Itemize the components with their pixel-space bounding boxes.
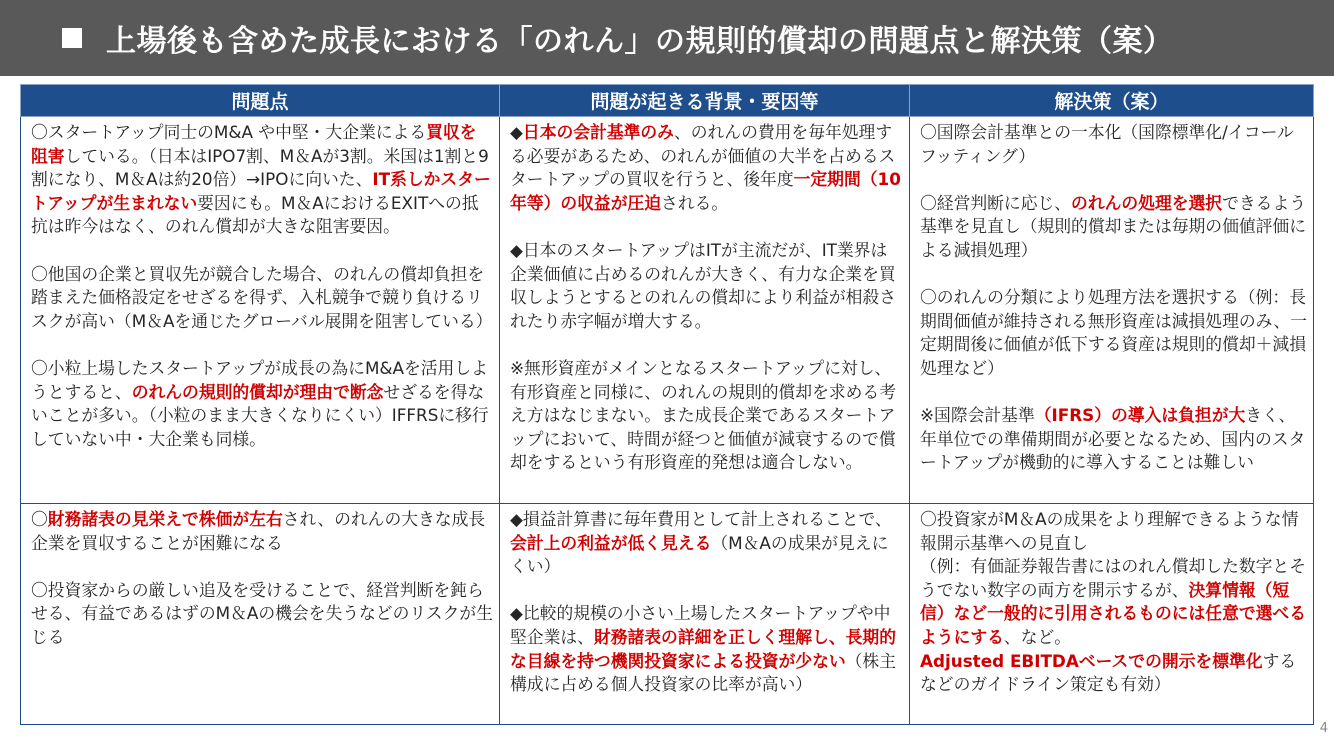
highlighted-text: 財務諸表の見栄えで株価が左右 (47, 509, 283, 529)
column-header-problems: 問題点 (21, 85, 500, 117)
page-number: 4 (1319, 721, 1328, 736)
cell-problems (21, 117, 500, 504)
cell-solutions (910, 504, 1314, 725)
text-segment: （M＆Aの成果が見えにくい） (510, 532, 889, 577)
highlighted-text: 決算情報（短信）など一般的に引用されるものには任意で選べるようにする (920, 579, 1306, 647)
text-segment: 、のれんの費用を毎年処理する必要があるため、のれんが価値の大半を占めるスタートアップの買収を行うと、後年度 (510, 122, 896, 190)
text-segment: され、のれんの大きな成長企業を買収することが困難になる (31, 509, 486, 553)
text-segment: 〇他国の企業と買収先が競合した場合、のれんの償却負担を踏まえた価格設定をせざるを得ず、入札競争で競り負けるリスクが高い（M＆Aを通じたグローバル展開を阻害している） (31, 263, 493, 331)
issues-table (20, 84, 1314, 725)
highlighted-text: Adjusted EBITDAベースでの開示を標準化 (920, 650, 1263, 671)
cell-solutions (910, 117, 1314, 504)
page-title: 上場後も含めた成長における「のれん」の規則的償却の問題点と解決策（案） (106, 24, 1174, 59)
text-segment: される。 (661, 192, 729, 213)
text-segment: 〇スタートアップ同士のM&A や中堅・大企業による (31, 122, 427, 142)
text-segment: 〇国際会計基準との一本化（国際標準化/イコールフッティング） (920, 122, 1294, 166)
paragraph (31, 263, 493, 334)
highlighted-text: 日本の会計基準のみ (522, 122, 674, 142)
table-row (21, 117, 1314, 504)
text-segment: するなどのガイドライン策定も有効） (920, 650, 1297, 695)
text-segment: 〇投資家からの厳しい追及を受けることで、経営判断を鈍らせる、有益であるはずのM＆Aの機会を失うなどのリスクが生じる (31, 579, 493, 647)
paragraph (920, 286, 1307, 380)
text-segment: ※無形資産がメインとなるスタートアップに対し、有形資産と同様に、のれんの規則的償却を求める考え方はなじまない。また成長企業であるスタートアップにおいて、時間が経つと価値が減衰するので償却をするという有形資産的発想は適合しない。 (510, 357, 896, 473)
paragraph (920, 508, 1307, 697)
text-segment: 〇 (31, 509, 48, 529)
table-row (21, 504, 1314, 725)
column-header-solutions: 解決策（案） (910, 85, 1314, 117)
paragraph (510, 602, 903, 696)
text-segment: 、など。 (1003, 626, 1072, 647)
text-segment: 〇のれんの分類により処理方法を選択する（例：長期間価値が維持される無形資産は減損処理のみ、一定期間後に価値が低下する資産は規則的償却＋減損処理など） (920, 287, 1307, 378)
text-segment: ◆ (510, 122, 523, 142)
paragraph (920, 192, 1307, 263)
highlighted-text: のれんの規則的償却が理由で断念 (131, 381, 384, 402)
square-bullet-icon (62, 28, 82, 48)
highlighted-text: IT系しかスタートアップが生まれない (31, 169, 491, 213)
highlighted-text: 一定期間（10年等）の収益が圧迫 (510, 169, 901, 213)
paragraph (510, 121, 903, 215)
paragraph (510, 357, 903, 475)
paragraph (31, 579, 493, 650)
cell-background (500, 117, 910, 504)
text-segment: 〇経営判断に応じ、 (920, 192, 1072, 213)
paragraph (31, 357, 493, 451)
text-segment: ※国際会計基準 (920, 405, 1035, 426)
cell-background (500, 504, 910, 725)
highlighted-text: 財務諸表の詳細を正しく理解し、長期的な目線を持つ機関投資家による投資が少ない (510, 626, 896, 671)
text-segment: 要因にも。M＆AにおけるEXITへの抵抗は昨今はなく、のれん償却が大きな阻害要因。 (31, 192, 479, 237)
paragraph (510, 508, 903, 579)
paragraph (510, 239, 903, 333)
highlighted-text: （IFRS）の導入は負担が大 (1034, 405, 1246, 426)
paragraph (920, 404, 1307, 475)
text-segment: せざるを得ないことが多い。（小粒のまま大きくなりにくい）IFFRSに移行していない中・大企業も同様。 (31, 381, 489, 449)
text-segment: きく、年単位での準備期間が必要となるため、国内のスタートアップが機動的に導入することは難しい (920, 405, 1306, 473)
text-segment: ◆比較的規模の小さい上場したスタートアップや中堅企業は、 (510, 603, 891, 647)
highlighted-text: のれんの処理を選択 (1071, 192, 1223, 213)
title-bar (0, 0, 1334, 76)
text-segment: ◆損益計算書に毎年費用として計上されることで、 (510, 509, 892, 529)
text-segment: ◆日本のスタートアップはITが主流だが、IT業界は企業価値に占めるのれんが大きく、有力な企業を買収しようとするとのれんの償却により利益が相殺されたり赤字幅が増大する。 (510, 239, 896, 331)
paragraph (31, 121, 493, 239)
text-segment: している。（日本はIPO7割、M＆Aが3割。米国は1割と9割になり、M＆Aは約20倍）→IPOに向いた、 (31, 145, 489, 190)
paragraph (31, 508, 493, 555)
highlighted-text: 会計上の利益が低く見える (510, 532, 712, 553)
cell-problems (21, 504, 500, 725)
highlighted-text: 買収を阻害 (31, 122, 477, 166)
text-segment: できるよう基準を見直し（規則的償却または毎期の価値評価による減損処理） (920, 192, 1307, 260)
column-header-background: 問題が起きる背景・要因等 (500, 85, 910, 117)
text-segment: 〇投資家がM＆Aの成果をより理解できるような情報開示基準への見直し （例：有価証券報告書にはのれん償却した数字とそうでない数字の両方を開示するが、 (920, 509, 1306, 600)
table-header-row (21, 85, 1314, 117)
text-segment: 〇小粒上場したスタートアップが成長の為にM&Aを活用しようとすると、 (31, 357, 488, 402)
text-segment: （株主構成に占める個人投資家の比率が高い） (510, 650, 896, 695)
paragraph (920, 121, 1307, 168)
